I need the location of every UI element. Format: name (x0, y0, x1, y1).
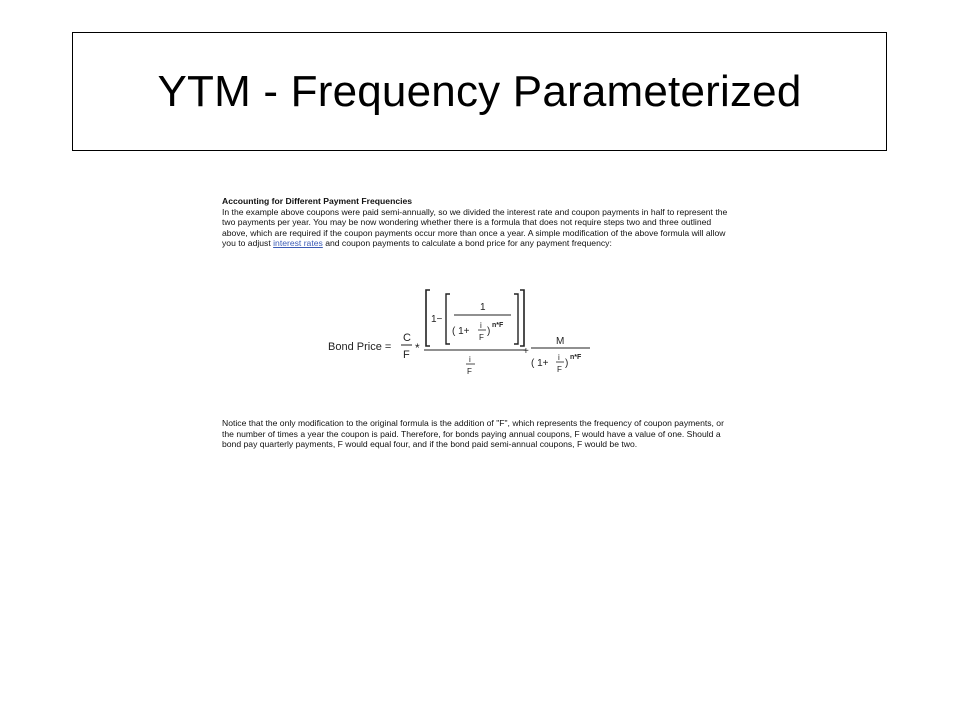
formula-m: M (556, 336, 565, 347)
excerpt-paragraph-1 (222, 196, 737, 249)
m-exponent: n*F (570, 354, 582, 361)
denominator-i: i (469, 355, 471, 364)
outer-bracket-left (426, 290, 430, 346)
inner-bracket-left (446, 294, 450, 344)
formula-lhs: Bond Price = (328, 341, 392, 353)
interest-rates-link[interactable]: interest rates (273, 238, 323, 249)
m-open-paren: ( 1+ (531, 358, 549, 369)
formula-graphic (198, 282, 738, 390)
slide-title: YTM - Frequency Parameterized (157, 66, 802, 116)
formula-f: F (403, 349, 410, 361)
inner-open-paren: ( 1+ (452, 326, 470, 337)
inner-exponent: n*F (492, 322, 504, 329)
inner-close-paren: ) (487, 326, 491, 337)
formula-star: * (415, 341, 420, 355)
excerpt-paragraph-2: Notice that the only modification to the original formula is the addition of "F", which represents the frequency of coupon payments, or the number of times a year the coupon is paid. Therefore, for bonds paying annual coupons, F would have a value of one. Should a bond pay quarterly payments, F would equal four, and if the bond paid semi-annual coupons, F would be two. (222, 418, 724, 450)
formula-one-minus: 1− (431, 314, 443, 325)
outer-bracket-right (520, 290, 524, 346)
denominator-f: F (467, 367, 472, 376)
m-close-paren: ) (565, 358, 569, 369)
inner-f: F (479, 333, 484, 342)
formula-c: C (403, 332, 411, 344)
inner-numerator-one: 1 (480, 302, 486, 313)
m-i: i (558, 353, 560, 362)
m-f: F (557, 365, 562, 374)
bond-price-formula (198, 282, 738, 390)
title-box (72, 32, 887, 151)
excerpt-text-pre: In the example above coupons were paid semi-annually, so we divided the interest rate and coupon payments in half to represent the two payments per year. You may be now wondering whether there is a formula that does not require steps two and three outlined above, which are required if the coupon payments occur more than once a year. A simple modification of the above formula will allow you to adjust (222, 206, 728, 249)
inner-bracket-right (514, 294, 518, 344)
excerpt-heading: Accounting for Different Payment Frequencies (222, 196, 413, 206)
inner-i: i (480, 321, 482, 330)
excerpt-text-post: and coupon payments to calculate a bond price for any payment frequency: (322, 238, 612, 249)
formula-plus: + (523, 346, 529, 357)
